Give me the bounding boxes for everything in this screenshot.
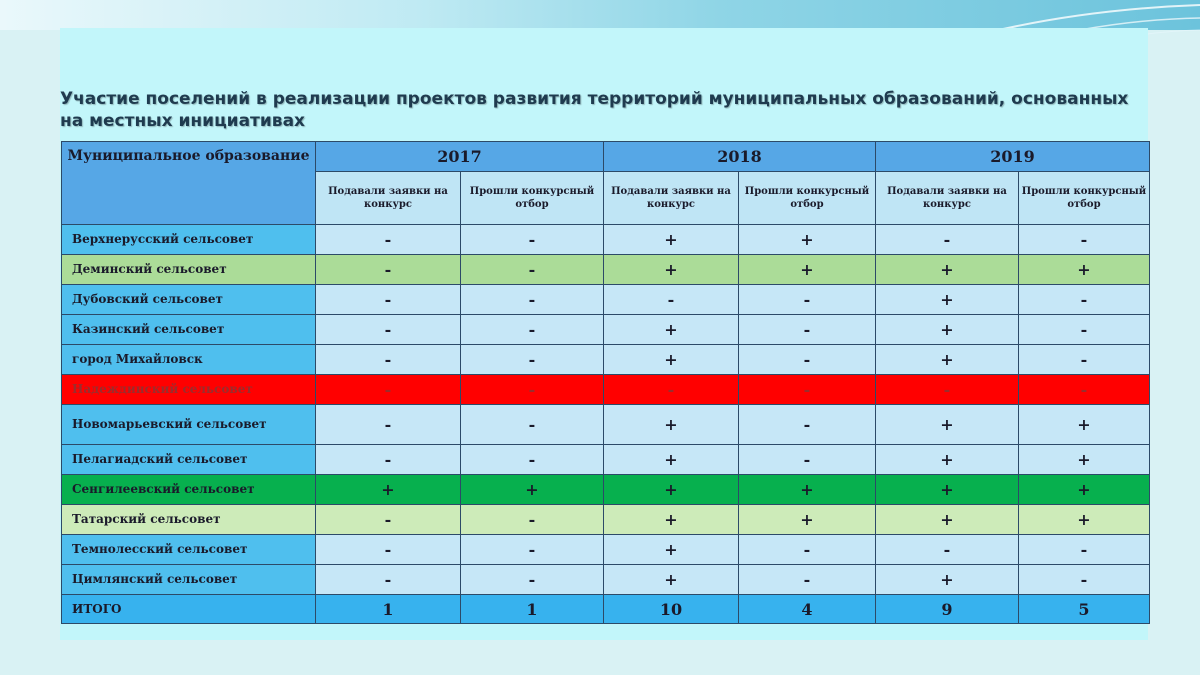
subheader: Подавали заявки на конкурс xyxy=(316,172,461,225)
table-row xyxy=(62,255,1150,285)
cell-value: - xyxy=(461,535,604,565)
row-name: Сенгилеевский сельсовет xyxy=(62,475,316,505)
cell-value: + xyxy=(739,475,876,505)
cell-value: - xyxy=(739,445,876,475)
total-row xyxy=(62,595,1150,624)
table-row xyxy=(62,375,1150,405)
table-row xyxy=(62,225,1150,255)
cell-value: + xyxy=(604,225,739,255)
total-value: 1 xyxy=(316,595,461,624)
cell-value: + xyxy=(739,255,876,285)
cell-value: + xyxy=(876,505,1019,535)
cell-value: + xyxy=(739,225,876,255)
cell-value: - xyxy=(876,375,1019,405)
cell-value: - xyxy=(739,345,876,375)
table-row xyxy=(62,315,1150,345)
row-name: Дубовский сельсовет xyxy=(62,285,316,315)
table-row xyxy=(62,345,1150,375)
table-row xyxy=(62,565,1150,595)
cell-value: - xyxy=(316,255,461,285)
row-name: Новомарьевский сельсовет xyxy=(62,405,316,445)
header-municipality: Муниципальное образование xyxy=(62,142,316,225)
cell-value: - xyxy=(739,375,876,405)
row-name: Цимлянский сельсовет xyxy=(62,565,316,595)
subheader: Прошли конкурсный отбор xyxy=(1019,172,1150,225)
cell-value: + xyxy=(1019,255,1150,285)
table-row xyxy=(62,285,1150,315)
cell-value: - xyxy=(316,565,461,595)
cell-value: + xyxy=(604,315,739,345)
total-value: 1 xyxy=(461,595,604,624)
header-year-2018: 2018 xyxy=(604,142,876,172)
cell-value: - xyxy=(316,315,461,345)
cell-value: + xyxy=(1019,505,1150,535)
cell-value: + xyxy=(604,255,739,285)
cell-value: - xyxy=(1019,535,1150,565)
table-row xyxy=(62,535,1150,565)
total-value: 10 xyxy=(604,595,739,624)
cell-value: + xyxy=(604,475,739,505)
cell-value: + xyxy=(1019,405,1150,445)
cell-value: + xyxy=(876,285,1019,315)
cell-value: - xyxy=(1019,285,1150,315)
cell-value: + xyxy=(876,475,1019,505)
cell-value: - xyxy=(739,285,876,315)
subheader: Подавали заявки на конкурс xyxy=(876,172,1019,225)
row-name: Пелагиадский сельсовет xyxy=(62,445,316,475)
cell-value: + xyxy=(316,475,461,505)
cell-value: - xyxy=(604,375,739,405)
participation-table xyxy=(61,141,1150,624)
table-row xyxy=(62,505,1150,535)
row-name: Верхнерусский сельсовет xyxy=(62,225,316,255)
cell-value: + xyxy=(461,475,604,505)
row-name: Казинский сельсовет xyxy=(62,315,316,345)
cell-value: + xyxy=(604,565,739,595)
cell-value: - xyxy=(739,565,876,595)
cell-value: - xyxy=(1019,225,1150,255)
cell-value: - xyxy=(1019,375,1150,405)
total-label: ИТОГО xyxy=(62,595,316,624)
cell-value: - xyxy=(316,535,461,565)
cell-value: - xyxy=(604,285,739,315)
row-name: город Михайловск xyxy=(62,345,316,375)
row-name: Деминский сельсовет xyxy=(62,255,316,285)
cell-value: + xyxy=(739,505,876,535)
cell-value: + xyxy=(876,315,1019,345)
table-row xyxy=(62,475,1150,505)
cell-value: + xyxy=(876,565,1019,595)
cell-value: - xyxy=(461,505,604,535)
header-year-2017: 2017 xyxy=(316,142,604,172)
cell-value: - xyxy=(461,405,604,445)
cell-value: - xyxy=(739,315,876,345)
cell-value: - xyxy=(461,345,604,375)
cell-value: + xyxy=(876,405,1019,445)
cell-value: + xyxy=(1019,445,1150,475)
cell-value: + xyxy=(604,405,739,445)
cell-value: - xyxy=(316,375,461,405)
subheader: Прошли конкурсный отбор xyxy=(461,172,604,225)
total-value: 4 xyxy=(739,595,876,624)
cell-value: - xyxy=(316,345,461,375)
total-value: 9 xyxy=(876,595,1019,624)
cell-value: - xyxy=(1019,565,1150,595)
cell-value: - xyxy=(1019,315,1150,345)
cell-value: + xyxy=(604,445,739,475)
cell-value: - xyxy=(1019,345,1150,375)
cell-value: + xyxy=(1019,475,1150,505)
cell-value: + xyxy=(876,445,1019,475)
cell-value: - xyxy=(739,405,876,445)
cell-value: - xyxy=(876,535,1019,565)
subheader: Подавали заявки на конкурс xyxy=(604,172,739,225)
cell-value: - xyxy=(461,315,604,345)
header-year-2019: 2019 xyxy=(876,142,1150,172)
row-name: Надеждинский сельсовет xyxy=(62,375,316,405)
total-value: 5 xyxy=(1019,595,1150,624)
cell-value: - xyxy=(461,255,604,285)
table-row xyxy=(62,445,1150,475)
cell-value: - xyxy=(316,445,461,475)
cell-value: + xyxy=(876,255,1019,285)
table-row xyxy=(62,405,1150,445)
cell-value: - xyxy=(316,225,461,255)
subheader: Прошли конкурсный отбор xyxy=(739,172,876,225)
cell-value: - xyxy=(461,445,604,475)
slide-title: Участие поселений в реализации проектов развития территорий муниципальных образований, основанных на местных инициативах xyxy=(60,89,1129,131)
cell-value: - xyxy=(461,285,604,315)
cell-value: + xyxy=(604,505,739,535)
cell-value: - xyxy=(461,225,604,255)
cell-value: - xyxy=(876,225,1019,255)
cell-value: - xyxy=(739,535,876,565)
cell-value: - xyxy=(461,375,604,405)
row-name: Темнолесский сельсовет xyxy=(62,535,316,565)
cell-value: - xyxy=(316,505,461,535)
row-name: Татарский сельсовет xyxy=(62,505,316,535)
cell-value: - xyxy=(461,565,604,595)
cell-value: + xyxy=(604,535,739,565)
cell-value: - xyxy=(316,285,461,315)
cell-value: - xyxy=(316,405,461,445)
cell-value: + xyxy=(876,345,1019,375)
cell-value: + xyxy=(604,345,739,375)
